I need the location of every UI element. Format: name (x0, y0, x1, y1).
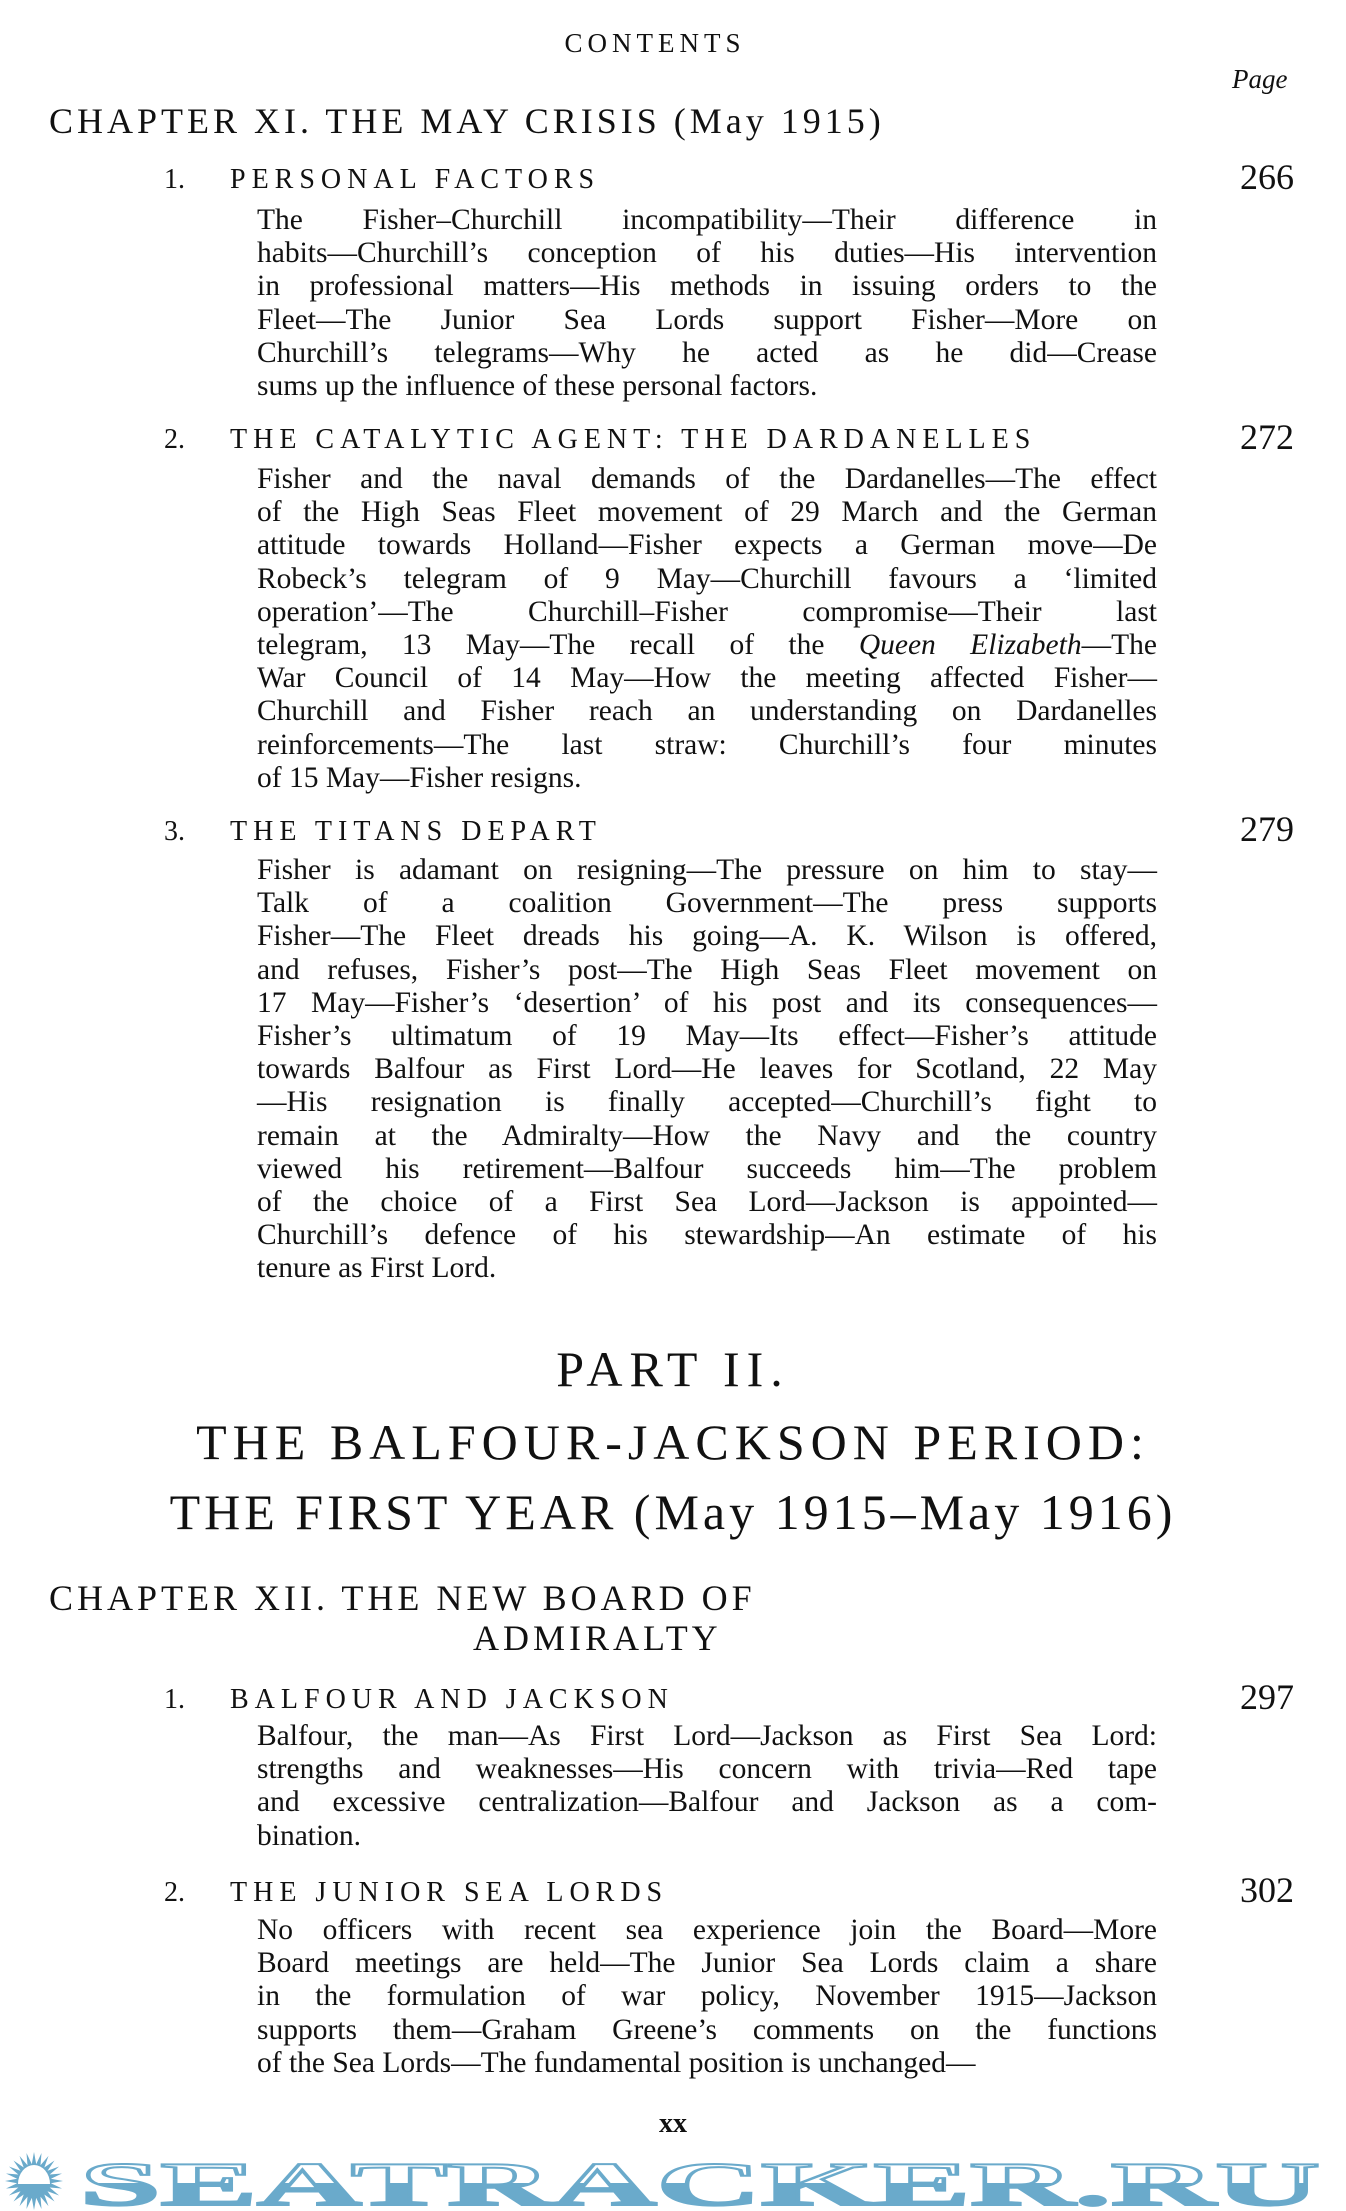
section-title: BALFOUR AND JACKSON (230, 1684, 674, 1715)
summary-line: Fisher and the naval demands of the Dardanelles—The effect (257, 463, 1157, 495)
section-summary (257, 1720, 1157, 1853)
part-label: PART II. (556, 1341, 790, 1397)
section-number: 1. (164, 1684, 185, 1715)
summary-line: of 15 May—Fisher resigns. (257, 761, 582, 794)
section-title: PERSONAL FACTORS (230, 164, 601, 195)
summary-line: Churchill’s telegrams—Why he acted as he did—Crease (257, 336, 1157, 369)
summary-line: Churchill and Fisher reach an understanding on Dardanelles (257, 695, 1157, 728)
summary-line: of the Sea Lords—The fundamental position is unchanged— (257, 2046, 976, 2079)
summary-line: viewed his retirement—Balfour succeeds him—The problem (257, 1152, 1157, 1185)
summary-line: telegram, 13 May—The recall of the Queen Elizabeth—The (257, 628, 1157, 661)
section-heading (164, 424, 1164, 456)
part-title-line-1: THE BALFOUR-JACKSON PERIOD: (196, 1414, 1150, 1470)
summary-line: towards Balfour as First Lord—He leaves for Scotland, 22 May (257, 1053, 1157, 1086)
section-heading (164, 164, 1164, 196)
summary-line: attitude towards Holland—Fisher expects a German move—De (257, 529, 1157, 562)
section-title: THE TITANS DEPART (230, 816, 602, 847)
section-summary (257, 854, 1157, 1285)
section-number: 1. (164, 164, 185, 195)
sun-star-icon (5, 2152, 63, 2210)
summary-line: in professional matters—His methods in issuing orders to the (257, 270, 1157, 303)
page-number: 302 (1240, 1870, 1294, 1910)
summary-line: habits—Churchill’s conception of his duties—His intervention (257, 237, 1157, 270)
watermark-text: SEATRACKER.RU (80, 2151, 1320, 2211)
summary-line: Fleet—The Junior Sea Lords support Fisher—More on (257, 303, 1157, 336)
summary-line: —His resignation is finally accepted—Churchill’s fight to (257, 1086, 1157, 1119)
summary-line: and refuses, Fisher’s post—The High Seas Fleet movement on (257, 953, 1157, 986)
summary-line: Fisher’s ultimatum of 19 May—Its effect—Fisher’s attitude (257, 1019, 1157, 1052)
summary-line: and excessive centralization—Balfour and Jackson as a com- (257, 1786, 1157, 1819)
summary-line: Fisher—The Fleet dreads his going—A. K. Wilson is offered, (257, 920, 1157, 953)
page-number: 272 (1240, 417, 1294, 457)
section-summary (257, 1914, 1157, 2080)
summary-line: No officers with recent sea experience join the Board—More (257, 1914, 1157, 1946)
summary-line: bination. (257, 1819, 362, 1852)
summary-line: operation’—The Churchill–Fisher compromise—Their last (257, 595, 1157, 628)
page-column-label: Page (1232, 64, 1288, 94)
page-number: 279 (1240, 809, 1294, 849)
page-number: 297 (1240, 1677, 1294, 1717)
summary-line: Churchill’s defence of his stewardship—An estimate of his (257, 1219, 1157, 1252)
summary-line: Board meetings are held—The Junior Sea Lords claim a share (257, 1947, 1157, 1980)
section-number: 2. (164, 424, 185, 455)
summary-line: in the formulation of war policy, November 1915—Jackson (257, 1980, 1157, 2013)
section-number: 3. (164, 816, 185, 847)
section-heading (164, 1684, 1164, 1716)
page-folio: xx (659, 2108, 687, 2139)
ship-name: Queen Elizabeth (858, 628, 1082, 661)
summary-line: of the choice of a First Sea Lord—Jackson is appointed— (257, 1185, 1157, 1218)
summary-line: strengths and weaknesses—His concern with trivia—Red tape (257, 1753, 1157, 1786)
summary-line: Balfour, the man—As First Lord—Jackson as First Sea Lord: (257, 1720, 1157, 1752)
page-number: 266 (1240, 157, 1294, 197)
summary-line: Talk of a coalition Government—The press supports (257, 887, 1157, 920)
contents-heading: CONTENTS (564, 28, 746, 58)
chapter-11-title: CHAPTER XI. THE MAY CRISIS (May 1915) (49, 101, 885, 141)
summary-line: The Fisher–Churchill incompatibility—Their difference in (257, 204, 1157, 236)
chapter-12-title-line-1: CHAPTER XII. THE NEW BOARD OF (49, 1578, 756, 1618)
summary-line: remain at the Admiralty—How the Navy and the country (257, 1119, 1157, 1152)
summary-line: 17 May—Fisher’s ‘desertion’ of his post and its consequences— (257, 986, 1157, 1019)
section-title: THE JUNIOR SEA LORDS (230, 1877, 669, 1908)
summary-line: supports them—Graham Greene’s comments on the functions (257, 2013, 1157, 2046)
summary-line: sums up the influence of these personal factors. (257, 369, 818, 402)
section-heading (164, 1877, 1164, 1909)
chapter-12-title-line-2: ADMIRALTY (473, 1618, 722, 1658)
summary-line: War Council of 14 May—How the meeting affected Fisher— (257, 662, 1157, 695)
section-summary (257, 204, 1157, 403)
section-title: THE CATALYTIC AGENT: THE DARDANELLES (230, 424, 1037, 455)
summary-line: of the High Seas Fleet movement of 29 March and the German (257, 496, 1157, 529)
section-heading (164, 816, 1164, 848)
section-summary (257, 463, 1157, 795)
summary-line: Fisher is adamant on resigning—The pressure on him to stay— (257, 854, 1157, 886)
watermark-logo (0, 2150, 1346, 2211)
summary-line: Robeck’s telegram of 9 May—Churchill favours a ‘limited (257, 562, 1157, 595)
summary-line: reinforcements—The last straw: Churchill’s four minutes (257, 728, 1157, 761)
summary-line: tenure as First Lord. (257, 1252, 497, 1285)
part-title-line-2: THE FIRST YEAR (May 1915–May 1916) (169, 1484, 1177, 1540)
section-number: 2. (164, 1877, 185, 1908)
